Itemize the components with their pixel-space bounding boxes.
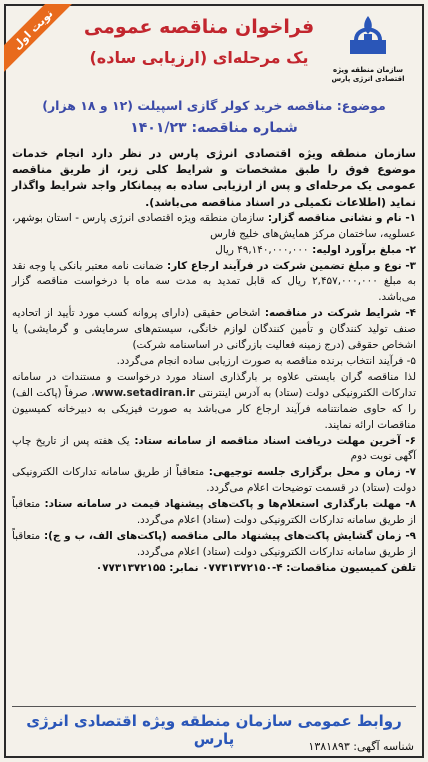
badge-ribbon xyxy=(4,4,76,76)
setadiran-link[interactable]: www.setadiran.ir xyxy=(94,386,195,399)
organization-logo-block xyxy=(322,12,414,84)
intro-paragraph: سازمان منطقه ویژه اقتصادی انرژی پارس در نظر دارد انجام خدمات موضوع فوق را طبق مشخصات و شرایط کلی زیر، از طریق مناقصه عمومی یک مرحله‌ای و پس از ارزیابی ساده به پیمانکار واجد شرایط واگذار نماید (اطلاعات تکمیلی در اسناد مناقصه می‌باشد). xyxy=(12,147,416,209)
notice-body xyxy=(12,146,416,577)
footer-organization: روابط عمومی سازمان منطقه ویژه اقتصادی انرژی پارس xyxy=(26,712,402,748)
tender-number: شماره مناقصه: ۱۴۰۱/۲۳ xyxy=(130,120,298,136)
notice-title: فراخوان مناقصه عمومی xyxy=(83,16,315,38)
list-item: لذا مناقصه گران بایستی علاوه بر بارگذاری اسناد مورد درخواست و مستندات در سامانه تدارکات الکترونیکی دولت (ستاد) به آدرس اینترنتی www.setadiran.ir، صرفاً (پاکت الف) را که حاوی ضمانتنامه فرآیند ارجاع کار می‌باشد به صورت فیزیکی به دبیرخانه کمیسیون مناقصات ارائه نمایند. xyxy=(12,370,416,431)
list-item: ۴- شرایط شرکت در مناقصه: اشخاص حقیقی (دارای پروانه کسب مورد تأیید از اتحادیه صنف تولید کنندگان و تأمین کنندگان لوازم خانگی، سیستم‌های سرمایشی و گرمایشی) یا اشخاص حقوقی (درج زمینه فعالیت بازرگانی در اساسنامه شرکت) xyxy=(12,307,416,352)
list-item: ۸- مهلت بارگذاری استعلام‌ها و پاکت‌های پیشنهاد قیمت در سامانه ستاد: متعاقباً از طریق سامانه تدارکات الکترونیکی دولت (ستاد) اعلام می‌گردد. xyxy=(12,498,416,527)
list-item: ۱- نام و نشانی مناقصه گزار: سازمان منطقه ویژه اقتصادی انرژی پارس - استان بوشهر، عسلویه، ساختمان مرکز همایش‌های خلیج فارس xyxy=(12,211,416,240)
tender-subject: موضوع: مناقصه خرید کولر گازی اسپیلت (۱۲ و ۱۸ هزار) xyxy=(42,98,386,113)
footer-divider xyxy=(12,706,416,707)
list-item: ۲- مبلغ برآورد اولیه: ۴۹,۱۴۰,۰۰۰,۰۰۰ ریال xyxy=(215,243,416,256)
list-item: ۵- فرآیند انتخاب برنده مناقصه به صورت ارزیابی ساده انجام می‌گردد. xyxy=(116,354,416,367)
first-round-badge: نوبت اول xyxy=(4,4,76,75)
ad-id: شناسه آگهی: ۱۳۸۱۸۹۳ xyxy=(308,740,414,753)
pars-logo-icon xyxy=(344,12,392,60)
list-item: ۹- زمان گشایش پاکت‌های پیشنهاد مالی مناقصه (پاکت‌های الف، ب و ج): متعاقباً از طریق سامانه تدارکات الکترونیکی دولت (ستاد) اعلام می‌گردد. xyxy=(12,529,416,558)
notice-subtitle: یک مرحله‌ای (ارزیابی ساده) xyxy=(89,48,309,67)
list-item: ۳- نوع و مبلغ تضمین شرکت در فرآیند ارجاع کار: ضمانت نامه معتبر بانکی یا وجه نقد به مبلغ ۲,۴۵۷,۰۰۰,۰۰۰ ریال که قابل تمدید به مدت سه ماه با درخواست مناقصه گزار می‌باشد. xyxy=(12,259,416,304)
organization-name-small: سازمان منطقه ویژه اقتصادی انرژی پارس xyxy=(331,66,405,83)
list-item: ۶- آخرین مهلت دریافت اسناد مناقصه از سامانه ستاد: یک هفته پس از تاریخ چاپ آگهی نوبت دوم xyxy=(12,434,416,463)
list-item: ۷- زمان و محل برگزاری جلسه توجیهی: متعاقباً از طریق سامانه تدارکات الکترونیکی دولت (ستاد) در قسمت توضیحات اعلام می‌گردد. xyxy=(12,466,416,495)
phone-line: تلفن کمیسیون مناقصات: ۴-۰۷۷۳۱۳۷۲۱۵۰ نمابر: ۰۷۷۳۱۳۷۲۱۵۵ xyxy=(95,561,416,574)
